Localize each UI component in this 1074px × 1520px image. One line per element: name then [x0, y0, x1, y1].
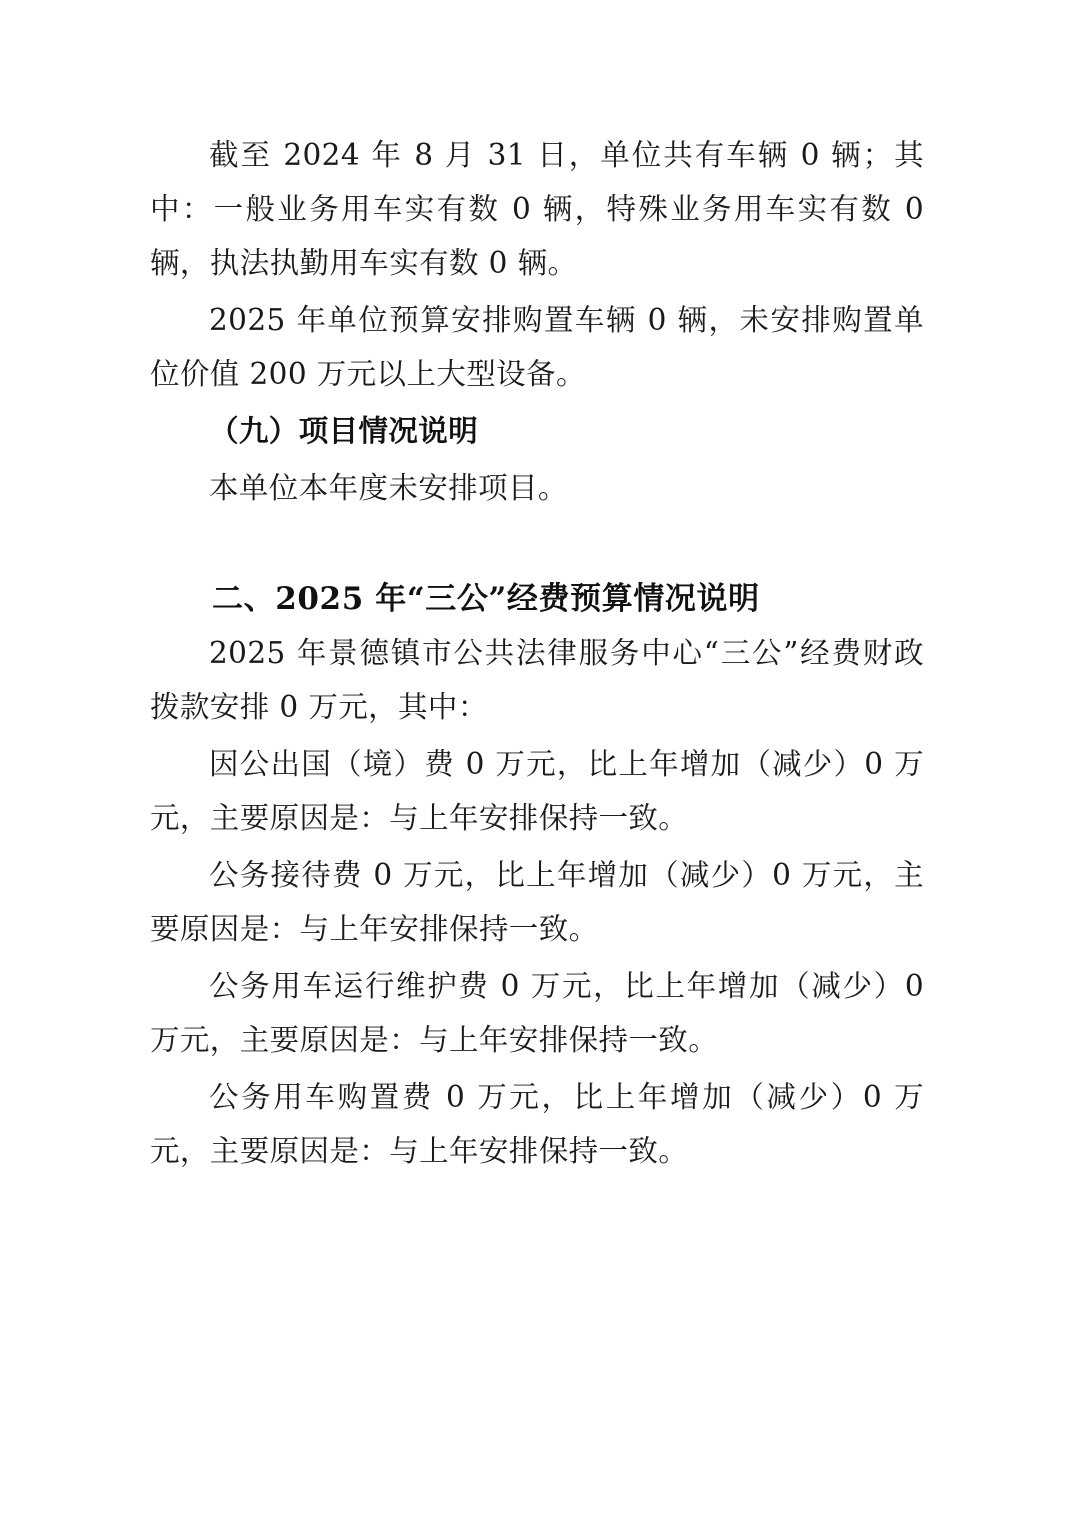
- paragraph-vehicle-operation: 公务用车运行维护费 0 万元，比上年增加（减少）0 万元，主要原因是：与上年安排保持一致。: [150, 969, 924, 1057]
- paragraph-vehicle-status: 截至 2024 年 8 月 31 日，单位共有车辆 0 辆；其中：一般业务用车实有数 0 辆，特殊业务用车实有数 0 辆，执法执勤用车实有数 0 辆。: [150, 138, 924, 280]
- paragraph-official-reception: 公务接待费 0 万元，比上年增加（减少）0 万元，主要原因是：与上年安排保持一致。: [150, 858, 924, 946]
- heading-section-nine: （九）项目情况说明: [209, 413, 479, 448]
- paragraph-three-public-total: 2025 年景德镇市公共法律服务中心“三公”经费财政拨款安排 0 万元，其中：: [150, 636, 924, 724]
- paragraph-overseas-travel: 因公出国（境）费 0 万元，比上年增加（减少）0 万元，主要原因是：与上年安排保持一致。: [150, 747, 924, 835]
- section-gap-spacer: [150, 518, 924, 572]
- paragraph-section-nine-body: 本单位本年度未安排项目。: [209, 471, 568, 505]
- heading-section-two: 二、2025 年“三公”经费预算情况说明: [212, 581, 760, 617]
- paragraph-vehicle-purchase: 2025 年单位预算安排购置车辆 0 辆，未安排购置单位价值 200 万元以上大型设备。: [150, 303, 924, 391]
- paragraph-vehicle-purchase-fee: 公务用车购置费 0 万元，比上年增加（减少）0 万元，主要原因是：与上年安排保持一致。: [150, 1080, 924, 1168]
- document-body: [150, 128, 924, 1178]
